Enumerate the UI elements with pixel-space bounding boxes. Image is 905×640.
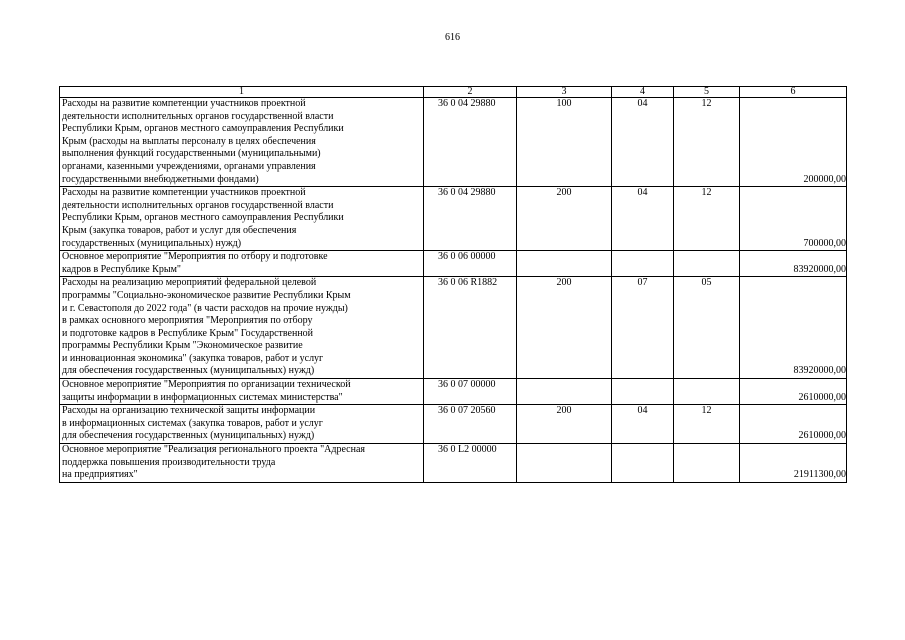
header-cell: 5 [674, 87, 740, 98]
target-article-code-cell: 36 0 07 00000 [424, 379, 517, 405]
target-article-code-cell: 36 0 06 R1882 [424, 277, 517, 379]
target-article-code-cell: 36 0 04 29880 [424, 187, 517, 251]
section-code-cell [612, 444, 674, 483]
section-code-cell [612, 379, 674, 405]
section-code-cell: 04 [612, 187, 674, 251]
expense-type-code-cell: 200 [517, 187, 612, 251]
section-code-cell: 04 [612, 405, 674, 444]
amount-cell: 21911300,00 [740, 444, 847, 483]
subsection-code-cell [674, 251, 740, 277]
amount-cell: 2610000,00 [740, 405, 847, 444]
page-number: 616 [445, 32, 460, 43]
target-article-code-cell: 36 0 07 20560 [424, 405, 517, 444]
subsection-code-cell: 12 [674, 98, 740, 187]
amount-cell: 200000,00 [740, 98, 847, 187]
subsection-code-cell: 05 [674, 277, 740, 379]
header-cell: 6 [740, 87, 847, 98]
table-row [60, 251, 847, 277]
target-article-code-cell: 36 0 L2 00000 [424, 444, 517, 483]
table-row [60, 444, 847, 483]
expense-name-cell: Расходы на реализацию мероприятий федеральной целевой программы "Социально-экономическое развитие Республики Крым и г. Севастополя до 2022 года" (в части расходов на прочие нужды) в рамках основного мероприятия "Мероприятия по отбору и подготовке кадров в Республике Крым" Государственной программы Республики Крым "Экономическое развитие и инновационная экономика" (закупка товаров, работ и услуг для обеспечения государственных (муниципальных) нужд) [60, 277, 424, 379]
target-article-code-cell: 36 0 06 00000 [424, 251, 517, 277]
header-cell: 3 [517, 87, 612, 98]
amount-cell: 83920000,00 [740, 277, 847, 379]
subsection-code-cell [674, 379, 740, 405]
expense-type-code-cell [517, 379, 612, 405]
section-code-cell [612, 251, 674, 277]
expense-type-code-cell [517, 251, 612, 277]
budget-table [59, 86, 847, 483]
amount-cell: 700000,00 [740, 187, 847, 251]
table-row [60, 187, 847, 251]
subsection-code-cell [674, 444, 740, 483]
table-row [60, 277, 847, 379]
header-cell: 4 [612, 87, 674, 98]
table-row [60, 379, 847, 405]
expense-type-code-cell: 200 [517, 277, 612, 379]
table-header-row [60, 87, 847, 98]
expense-type-code-cell: 100 [517, 98, 612, 187]
amount-cell: 83920000,00 [740, 251, 847, 277]
table-row [60, 405, 847, 444]
header-cell: 2 [424, 87, 517, 98]
expense-type-code-cell [517, 444, 612, 483]
header-cell: 1 [60, 87, 424, 98]
section-code-cell: 04 [612, 98, 674, 187]
subsection-code-cell: 12 [674, 187, 740, 251]
expense-name-cell: Основное мероприятие "Мероприятия по организации технической защиты информации в информационных системах министерства" [60, 379, 424, 405]
expense-name-cell: Основное мероприятие "Реализация регионального проекта "Адресная поддержка повышения производительности труда на предприятиях" [60, 444, 424, 483]
expense-type-code-cell: 200 [517, 405, 612, 444]
table-row [60, 98, 847, 187]
target-article-code-cell: 36 0 04 29880 [424, 98, 517, 187]
subsection-code-cell: 12 [674, 405, 740, 444]
section-code-cell: 07 [612, 277, 674, 379]
expense-name-cell: Расходы на организацию технической защиты информации в информационных системах (закупка товаров, работ и услуг для обеспечения государственных (муниципальных) нужд) [60, 405, 424, 444]
expense-name-cell: Расходы на развитие компетенции участников проектной деятельности исполнительных органов государственной власти Республики Крым, органов местного самоуправления Республики Крым (расходы на выплаты персоналу в целях обеспечения выполнения функций государственными (муниципальными) органами, казенными учреждениями, органами управления государственными внебюджетными фондами) [60, 98, 424, 187]
expense-name-cell: Расходы на развитие компетенции участников проектной деятельности исполнительных органов государственной власти Республики Крым, органов местного самоуправления Республики Крым (закупка товаров, работ и услуг для обеспечения государственных (муниципальных) нужд) [60, 187, 424, 251]
expense-name-cell: Основное мероприятие "Мероприятия по отбору и подготовке кадров в Республике Крым" [60, 251, 424, 277]
amount-cell: 2610000,00 [740, 379, 847, 405]
